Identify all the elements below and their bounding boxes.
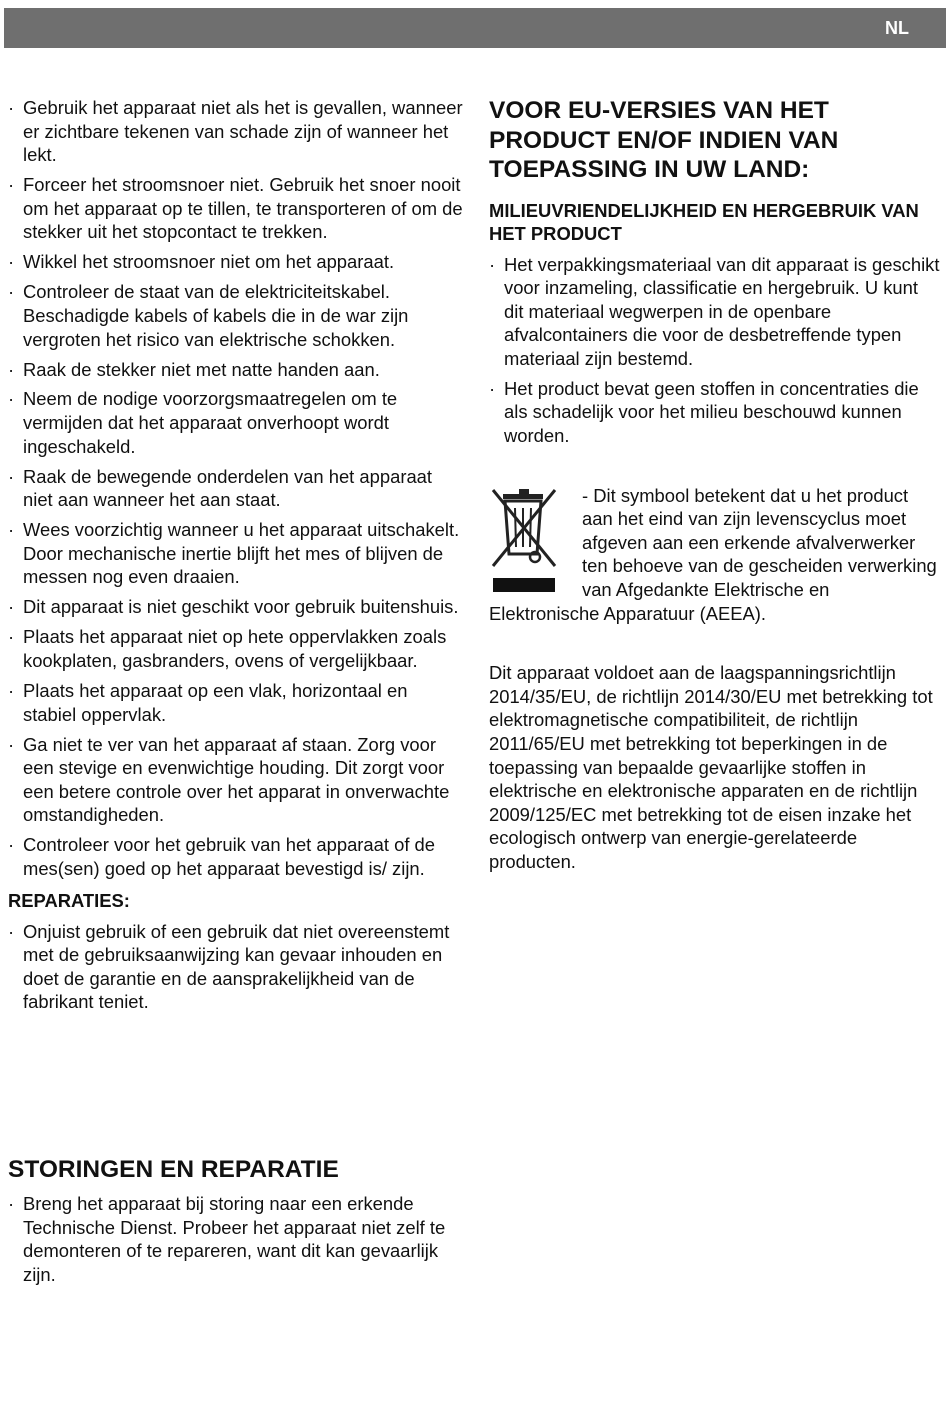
- list-item: · Breng het apparaat bij storing naar een erkende Technische Dienst. Probeer het apparaat niet zelf te demonteren of te repareren, want dit kan gevaarlijk zijn.: [8, 1192, 463, 1286]
- conformity-text: Dit apparaat voldoet aan de laagspanningsrichtlijn 2014/35/EU, de richtlijn 2014/30/EU met betrekking tot elektromagnetische compatibiliteit, de richtlijn 2011/65/EU met betrekking tot beperkingen in de toepassing van bepaalde gevaarlijke stoffen in elektrische en elektronische apparaten en de richtlijn 2009/125/EC met betrekking tot de eisen inzake het ecologisch ontwerp van energie-gerelateerde producten.: [489, 662, 933, 872]
- list-item: · Wees voorzichtig wanneer u het apparaat uitschakelt. Door mechanische inertie blijft het mes of blijven de messen nog even draaien.: [8, 518, 463, 589]
- list-item: · Gebruik het apparaat niet als het is gevallen, wanneer er zichtbare tekenen van schade zijn of wanneer het lekt.: [8, 96, 463, 167]
- list-item: · Onjuist gebruik of een gebruik dat niet overeenstemt met de gebruiksaanwijzing kan gevaar inhouden en doet de garantie en de aansprakelijkheid van de fabrikant teniet.: [8, 920, 463, 1014]
- list-item: · Forceer het stroomsnoer niet. Gebruik het snoer nooit om het apparaat op te tillen, te transporteren of om de stekker uit het stopcontact te trekken.: [8, 173, 463, 244]
- weee-notice: [489, 484, 941, 626]
- weee-text: - Dit symbool betekent dat u het product aan het eind van zijn levenscyclus moet afgeven aan een erkende afvalverwerker ten behoeve van de gescheiden verwerking van Afgedankte Elektrische en Elektronische Apparatuur (AEEA).: [489, 484, 937, 624]
- repairs-list: [8, 920, 463, 1014]
- left-column: [8, 96, 463, 1020]
- environment-heading: MILIEUVRIENDELIJKHEID EN HERGEBRUIK VAN HET PRODUCT: [489, 199, 919, 244]
- storingen-title: STORINGEN EN REPARATIE: [8, 1156, 339, 1183]
- eu-versions-title: VOOR EU-VERSIES VAN HET PRODUCT EN/OF INDIEN VAN TOEPASSING IN UW LAND:: [489, 97, 839, 183]
- list-item: · Controleer voor het gebruik van het apparaat of de mes(sen) goed op het apparaat bevestigd is/ zijn.: [8, 833, 463, 880]
- header-bar: [4, 8, 946, 48]
- crossed-out-wheelie-bin-icon: [489, 484, 561, 598]
- list-item: · Raak de bewegende onderdelen van het apparaat niet aan wanneer het aan staat.: [8, 465, 463, 512]
- list-item: · Dit apparaat is niet geschikt voor gebruik buitenshuis.: [8, 595, 463, 619]
- list-item: · Controleer de staat van de elektriciteitskabel. Beschadigde kabels of kabels die in de war zijn vergroten het risico van elektrische schokken.: [8, 280, 463, 351]
- list-item: · Raak de stekker niet met natte handen aan.: [8, 358, 463, 382]
- list-item: · Neem de nodige voorzorgsmaatregelen om te vermijden dat het apparaat onverhoopt wordt ingeschakeld.: [8, 387, 463, 458]
- language-label: NL: [885, 18, 909, 38]
- list-item: · Het verpakkingsmateriaal van dit apparaat is geschikt voor inzameling, classificatie en hergebruik. U kunt dit materiaal wegwerpen in de openbare afvalcontainers die voor de desbetreffende typen materiaal zijn bestemd.: [489, 253, 941, 371]
- safety-list: [8, 96, 463, 881]
- list-item: · Plaats het apparaat op een vlak, horizontaal en stabiel oppervlak.: [8, 679, 463, 726]
- list-item: · Wikkel het stroomsnoer niet om het apparaat.: [8, 250, 463, 274]
- environment-list: [489, 253, 941, 448]
- list-item: · Het product bevat geen stoffen in concentraties die als schadelijk voor het milieu beschouwd kunnen worden.: [489, 377, 941, 448]
- right-column: [489, 96, 941, 874]
- storingen-list: [8, 1192, 463, 1286]
- repairs-heading: REPARATIES:: [8, 889, 130, 911]
- list-item: · Ga niet te ver van het apparaat af staan. Zorg voor een stevige en evenwichtige houding. Dit zorgt voor een betere controle over het apparat in onverwachte omstandigheden.: [8, 733, 463, 827]
- storingen-section: [8, 1192, 463, 1293]
- list-item: · Plaats het apparaat niet op hete oppervlakken zoals kookplaten, gasbranders, ovens of vergelijkbaar.: [8, 625, 463, 672]
